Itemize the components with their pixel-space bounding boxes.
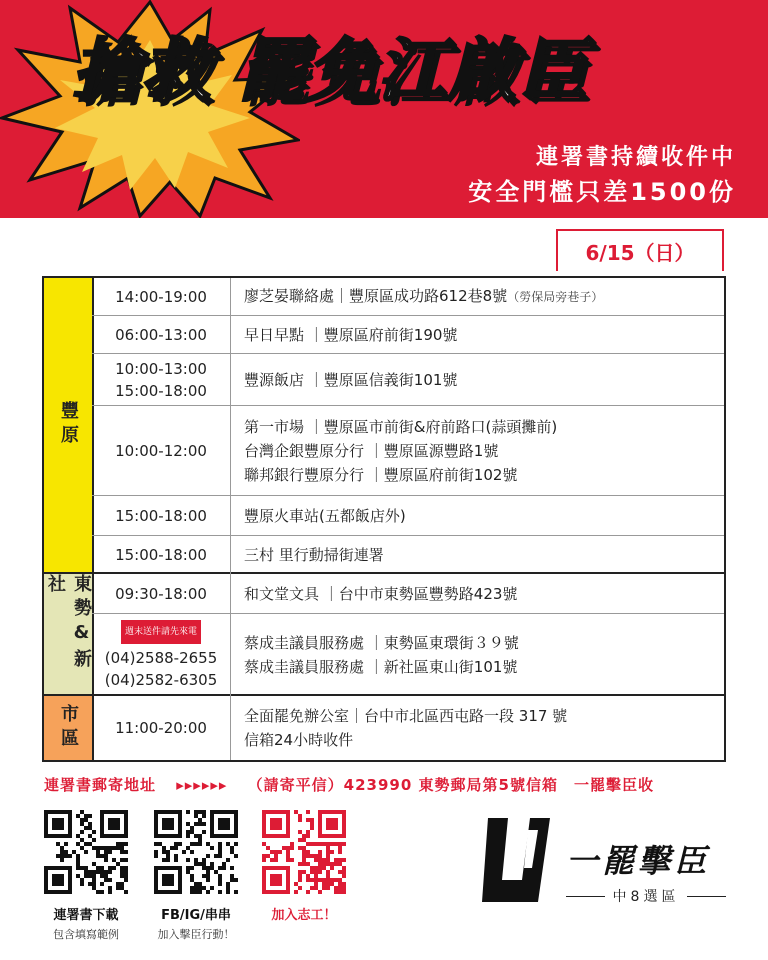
weekend-call-tag: 週末送件請先來電 (121, 620, 201, 644)
subtitle-threshold: 安全門檻只差1500份 (468, 178, 736, 206)
location-line (244, 439, 716, 463)
schedule-table (42, 276, 726, 762)
time-text: 15:00-18:00 (115, 506, 207, 525)
title-row (72, 32, 589, 111)
qr-label: 連署書下載 (53, 908, 119, 923)
district-label (566, 886, 726, 906)
brand-name: 一罷擊臣 (566, 842, 711, 880)
location-text: 全面罷免辦公室｜台中市北區西屯路一段 317 號 (244, 707, 568, 725)
time-text: 06:00-13:00 (115, 325, 207, 344)
time-cell (92, 278, 231, 315)
time-text: 10:00-13:00 (115, 359, 207, 378)
location-text: 和文堂文具 ｜台中市東勢區豐勢路423號 (244, 584, 518, 603)
divider (687, 896, 726, 897)
schedule-row (92, 354, 724, 406)
time-cell (92, 696, 231, 760)
location-line (244, 655, 716, 679)
time-text: 10:00-12:00 (115, 441, 207, 460)
location-text: 聯邦銀行豐原分行 ｜豐原區府前街102號 (244, 465, 518, 484)
time-text: 15:00-18:00 (115, 546, 207, 564)
location-cell (244, 406, 716, 495)
location-cell (244, 278, 716, 315)
location-text: 廖芝晏聯絡處｜豐原區成功路612巷8號 (244, 287, 508, 305)
date-tab: 6/15（日） (556, 229, 724, 271)
location-line (244, 368, 716, 392)
location-line (244, 704, 716, 728)
location-cell (244, 354, 716, 405)
time-cell (92, 316, 231, 353)
location-line (244, 463, 716, 487)
location-text: 第一市場 ｜豐原區市前街&府前路口(蒜頭攤前) (244, 417, 558, 436)
location-line (244, 582, 716, 606)
time-cell (92, 354, 231, 405)
schedule-row (92, 536, 724, 574)
qr-code-icon[interactable] (154, 810, 238, 894)
location-cell (244, 496, 716, 535)
divider (566, 896, 605, 897)
location-note: （勞保局旁巷子） (507, 290, 604, 304)
time-cell (92, 496, 231, 535)
brand-logo-icon (478, 810, 558, 910)
mail-label: 連署書郵寄地址 (44, 776, 157, 794)
location-cell (244, 574, 716, 613)
time-text: 09:30-18:00 (115, 584, 207, 603)
schedule-row (92, 278, 724, 316)
region-group (44, 574, 724, 696)
region-label: 東勢&新社 (44, 574, 94, 694)
subtitle-collecting: 連署書持續收件中 (535, 145, 736, 170)
mail-address-line (44, 774, 728, 795)
hero-banner (0, 0, 768, 218)
location-text: 豐源飯店 ｜豐原區信義街101號 (244, 370, 458, 389)
time-cell (92, 614, 231, 696)
time-cell (92, 536, 231, 574)
region-label: 豐原 (44, 278, 94, 572)
location-text: 蔡成圭議員服務處 ｜新社區東山街101號 (244, 658, 518, 676)
time-text: (04)2582-6305 (104, 670, 218, 689)
location-text: 蔡成圭議員服務處 ｜東勢區東環街３９號 (244, 634, 519, 652)
location-cell (244, 536, 716, 574)
region-group (44, 696, 724, 760)
time-text: (04)2588-2655 (104, 648, 218, 667)
mail-address: （請寄平信）423990 東勢郵局第5號信箱 一罷擊臣收 (247, 776, 654, 794)
time-text: 14:00-19:00 (115, 287, 207, 306)
location-cell (244, 696, 716, 760)
location-cell (244, 316, 716, 353)
region-group (44, 278, 724, 574)
location-cell (244, 614, 716, 696)
title-recall: 罷免江啟臣 (238, 32, 589, 111)
schedule-row (92, 496, 724, 536)
location-text: 信箱24小時收件 (244, 731, 354, 749)
schedule-row (92, 316, 724, 354)
location-text: 豐原火車站(五都飯店外) (244, 506, 406, 525)
title-rescue: 搶救 (72, 32, 213, 111)
mail-arrows: ▸▸▸▸▸▸ (176, 776, 228, 794)
location-line (244, 284, 716, 309)
time-text: 15:00-18:00 (115, 381, 207, 400)
location-text: 台灣企銀豐原分行 ｜豐原區源豐路1號 (244, 441, 499, 460)
qr-code-icon[interactable] (44, 810, 128, 894)
location-line (244, 543, 716, 567)
location-line (244, 631, 716, 655)
qr-label: 加入志工！ (271, 908, 337, 923)
region-label: 市區 (44, 696, 94, 760)
time-cell (92, 406, 231, 495)
schedule-row (92, 614, 724, 696)
qr-sublabel: 加入擊臣行動！ (157, 928, 235, 941)
schedule-row (92, 574, 724, 614)
location-text: 三村 里行動掃街連署 (244, 546, 384, 564)
schedule-row (92, 696, 724, 760)
qr-label: FB/IG/串串 (161, 908, 231, 923)
qr-code-icon[interactable] (262, 810, 346, 894)
location-line (244, 415, 716, 439)
time-text: 11:00-20:00 (115, 719, 207, 737)
location-text: 早日早點 ｜豐原區府前街190號 (244, 325, 458, 344)
time-cell (92, 574, 231, 613)
location-line (244, 728, 716, 752)
qr-sublabel: 包含填寫範例 (53, 928, 119, 941)
district-text: 中8選區 (612, 889, 680, 905)
schedule-row (92, 406, 724, 496)
location-line (244, 504, 716, 528)
location-line (244, 323, 716, 347)
